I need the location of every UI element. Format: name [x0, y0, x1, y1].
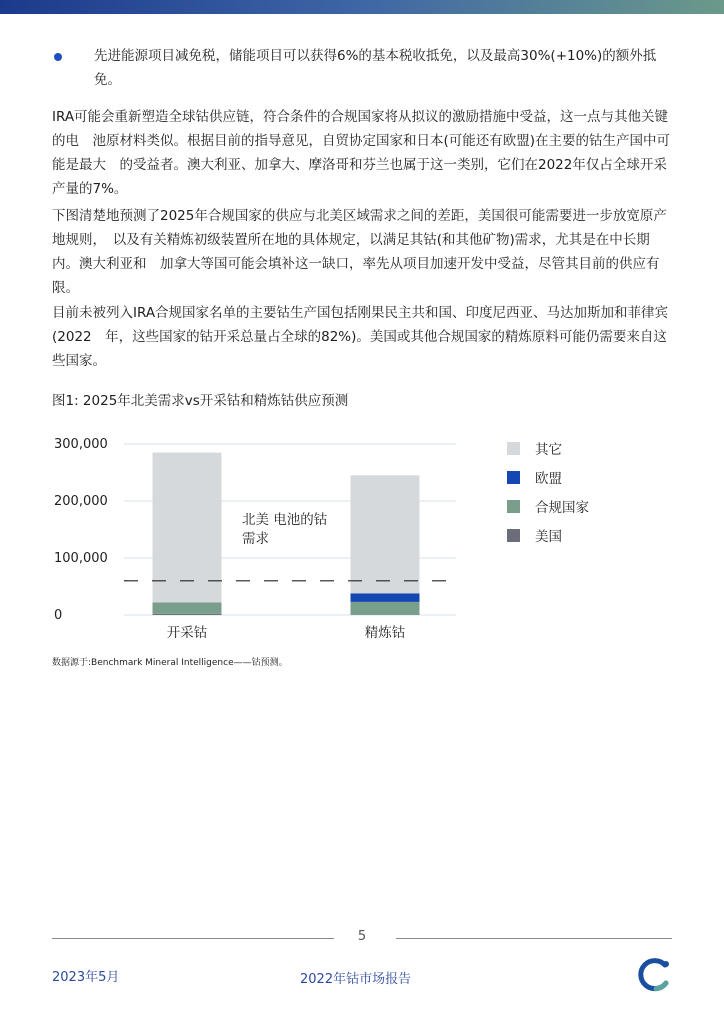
legend-item	[507, 436, 667, 465]
bar-segment	[153, 614, 222, 615]
legend-item	[507, 523, 667, 552]
footer-report-title: 2022年钴市场报告	[300, 972, 412, 987]
demand-annotation: 需求	[242, 531, 269, 547]
legend-label: 其它	[535, 442, 562, 458]
legend-label: 美国	[535, 529, 562, 545]
company-logo-icon	[636, 957, 672, 993]
bullet-dot	[54, 53, 62, 61]
legend-label: 合规国家	[535, 500, 589, 516]
stacked-bar-chart	[40, 425, 470, 650]
bar-segment	[351, 593, 420, 602]
page-number: 5	[357, 929, 367, 944]
footer-rule-left	[52, 938, 334, 939]
y-tick-label: 100,000	[54, 551, 108, 566]
bar-segment	[153, 453, 222, 603]
bar-segment	[351, 475, 420, 593]
bullet-paragraph: 先进能源项目减免税，储能项目可以获得6%的基本税收抵免，以及最高30%(+10%)的额外抵免。	[94, 48, 657, 88]
figure-title: 图1: 2025年北美需求vs开采钴和精炼钴供应预测	[52, 393, 349, 409]
bar-segment	[351, 602, 420, 615]
source-note: 数据源于:Benchmark Mineral Intelligence——钴预测。	[52, 658, 288, 668]
legend-swatch	[507, 529, 520, 542]
footer-date: 2023年5月	[52, 970, 120, 985]
body-paragraph-producers: 目前未被列入IRA合规国家名单的主要钴生产国包括刚果民主共和国、印度尼西亚、马达加斯加和菲律宾(2022 年，这些国家的钴开采总量占全球的82%)。美国或其他合规国家的精炼原料可能仍需要来自这些国家。	[52, 305, 669, 369]
chart-legend	[507, 436, 667, 552]
legend-swatch	[507, 471, 520, 484]
top-accent-bar	[0, 0, 724, 14]
body-paragraph-ira: IRA可能会重新塑造全球钴供应链，符合条件的合规国家将从拟议的激励措施中受益，这一点与其他关键的电 池原材料类似。根据目前的指导意见，自贸协定国家和日本(可能还有欧盟)在主要的钴生产国中可能是最大 的受益者。澳大利亚、加拿大、摩洛哥和芬兰也属于这一类别，它们在2022年仅占全球开采产量的7%。	[52, 109, 671, 197]
y-tick-label: 0	[54, 608, 63, 623]
legend-item	[507, 494, 667, 523]
legend-item	[507, 465, 667, 494]
legend-swatch	[507, 500, 520, 513]
y-tick-label: 300,000	[54, 437, 108, 452]
y-tick-label: 200,000	[54, 494, 108, 509]
bar-segment	[153, 602, 222, 613]
x-category-label: 开采钴	[166, 625, 208, 641]
legend-swatch	[507, 442, 520, 455]
x-category-label: 精炼钴	[364, 625, 406, 641]
body-paragraph-gap: 下图清楚地预测了2025年合规国家的供应与北美区域需求之间的差距，美国很可能需要进一步放宽原产地规则， 以及有关精炼初级装置所在地的具体规定，以满足其钴(和其他矿物)需求，尤其是在中长期内。澳大利亚和 加拿大等国可能会填补这一缺口，率先从项目加速开发中受益，尽管其目前的供应有限。	[52, 208, 667, 296]
demand-annotation: 北美 电池的钴	[242, 512, 328, 528]
legend-label: 欧盟	[535, 471, 562, 487]
footer-rule-right	[396, 938, 672, 939]
